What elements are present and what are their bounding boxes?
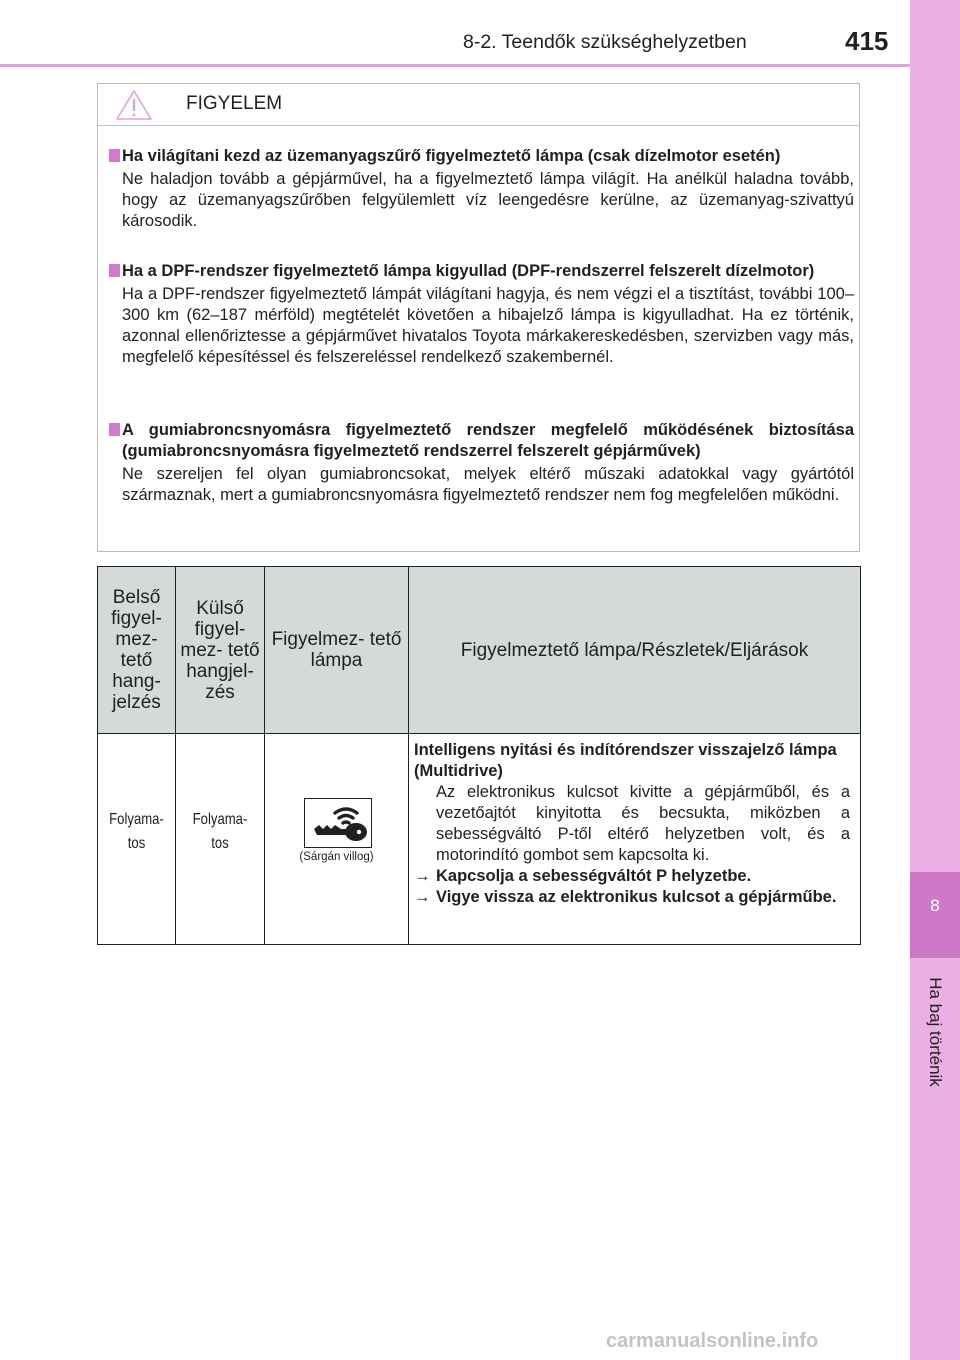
warning-item-body: Ha a DPF-rendszer figyelmeztető lámpát világítani hagyja, és nem végzi el a tisztítást, további 100–300 km (62–187 mérföld) megtételét követően a hibajelző lámpa is kigyulladhat. Ha ez történik, azonnal ellenőriztesse a gépjárművet hivatalos Toyota márkakereskedésben, szervizben vagy más, megfelelő képesítéssel és felszereléssel rendelkező szakembernél. xyxy=(122,285,854,366)
internal-buzzer-value: Folyama- tos xyxy=(109,811,164,852)
section-title: 8-2. Teendők szükséghelyzetben xyxy=(463,31,747,53)
warning-item xyxy=(109,261,854,368)
warning-item xyxy=(109,420,854,506)
cell-details xyxy=(409,734,861,945)
warning-lamp-table xyxy=(97,566,861,945)
action-step xyxy=(414,887,850,908)
warning-box xyxy=(97,83,860,552)
header-details: Figyelmeztető lámpa/Részletek/Eljárások xyxy=(409,567,861,734)
warning-item-body: Ne szereljen fel olyan gumiabroncsokat, melyek eltérő műszaki adatokkal vagy gyártótól származnak, mert a gumiabroncsnyomásra figyelmeztető rendszer nem fog megfelelően működni. xyxy=(122,465,854,504)
cell-warning-lamp xyxy=(265,734,409,945)
table-row xyxy=(98,734,861,945)
lamp-description: Az elektronikus kulcsot kivitte a gépjárműből, és a vezetőajtót kinyitotta és becsukta, miközben a sebességváltó P-től eltérő helyzetben volt, és a motorindító gombot sem kapcsolta ki. xyxy=(436,783,850,864)
page-number: 415 xyxy=(845,26,889,56)
warning-item-heading: Ha a DPF-rendszer figyelmeztető lámpa kigyullad (DPF-rendszerrel felszerelt dízelmotor) xyxy=(122,262,815,280)
square-bullet-icon xyxy=(109,423,120,436)
header-internal-buzzer: Belső figyel- mez- tető hang- jelzés xyxy=(98,567,176,734)
key-with-signal-icon xyxy=(304,798,372,848)
header-warning-lamp: Figyelmez- tető lámpa xyxy=(265,567,409,734)
warning-header xyxy=(98,84,859,126)
chapter-side-tab xyxy=(910,0,960,1360)
arrow-right-icon: → xyxy=(414,867,431,885)
warning-item-heading: A gumiabroncsnyomásra figyelmeztető rendszer megfelelő működésének biztosítása (gumiabroncsnyomásra figyelmeztető rendszerrel felszerelt gépjárművek) xyxy=(122,421,854,460)
footer-watermark: carmanualsonline.info xyxy=(606,1330,819,1352)
lamp-caption: (Sárgán villog) xyxy=(299,851,374,863)
warning-title: FIGYELEM xyxy=(186,93,283,114)
warning-item-body: Ne haladjon tovább a gépjárművel, ha a figyelmeztető lámpa világít. Ha anélkül haladna tovább, hogy az üzemanyagszűrőben felgyülemlett víz leengedésre kerülne, az üzemanyag-szivattyú károsodik. xyxy=(122,170,854,230)
external-buzzer-value: Folyama- tos xyxy=(192,811,248,852)
lamp-title: Intelligens nyitási és indítórendszer visszajelző lámpa (Multidrive) xyxy=(414,741,837,780)
chapter-number: 8 xyxy=(930,896,940,915)
header-rule xyxy=(0,64,910,67)
warning-item xyxy=(109,146,854,232)
table-header-row xyxy=(98,567,861,734)
cell-external-buzzer xyxy=(176,734,265,945)
action-text: Vigye vissza az elektronikus kulcsot a gépjárműbe. xyxy=(436,888,837,906)
action-step xyxy=(414,866,850,887)
square-bullet-icon xyxy=(109,149,120,162)
square-bullet-icon xyxy=(109,264,120,277)
warning-item-heading: Ha világítani kezd az üzemanyagszűrő figyelmeztető lámpa (csak dízelmotor esetén) xyxy=(122,147,781,165)
header-external-buzzer: Külső figyel- mez- tető hangjel- zés xyxy=(176,567,265,734)
cell-internal-buzzer xyxy=(98,734,176,945)
action-text: Kapcsolja a sebességváltót P helyzetbe. xyxy=(436,867,752,885)
warning-triangle-icon xyxy=(114,88,154,127)
chapter-label: Ha baj történik xyxy=(926,977,945,1087)
arrow-right-icon: → xyxy=(414,888,431,906)
